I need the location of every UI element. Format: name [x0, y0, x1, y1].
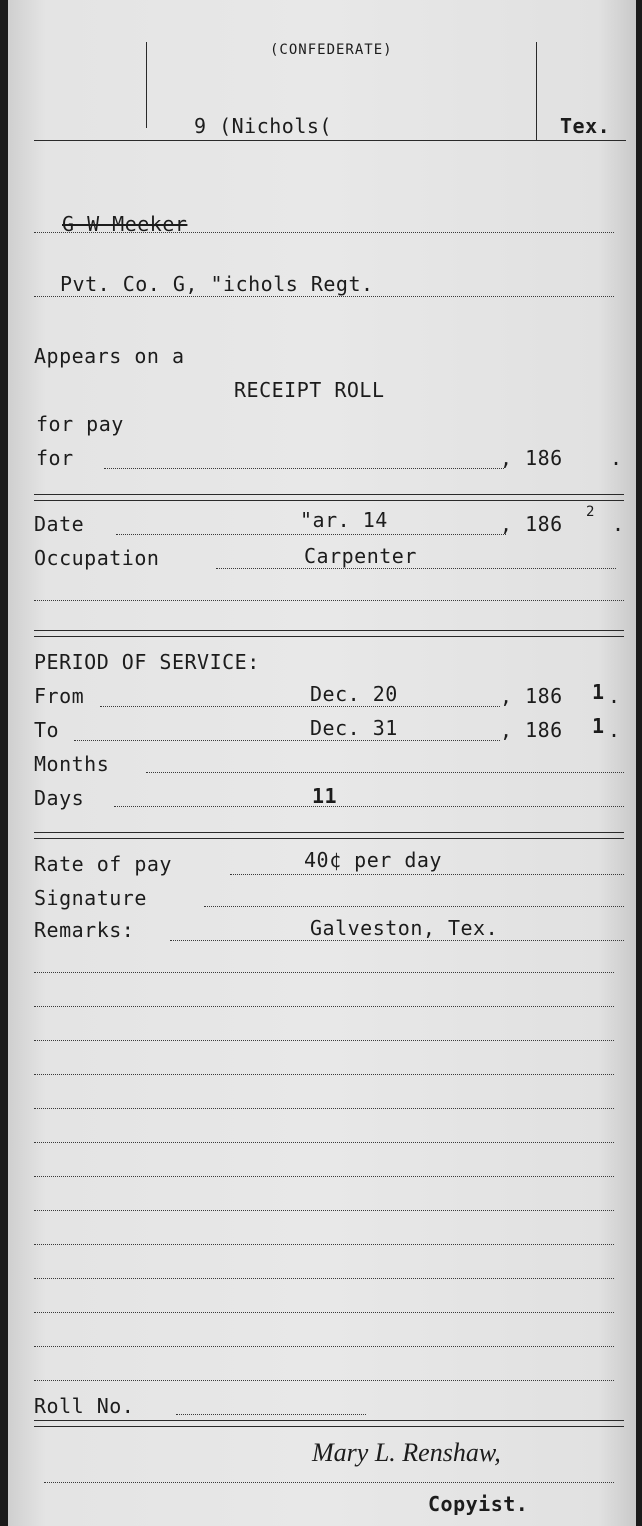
- blank-line: [34, 1278, 614, 1279]
- from-value: Dec. 20: [310, 682, 398, 706]
- roll-number-line: [176, 1414, 366, 1415]
- unit-name: 9 (Nichols(: [194, 114, 332, 138]
- soldier-name: G W Meeker: [62, 212, 188, 236]
- blank-line: [34, 1210, 614, 1211]
- days-line: [114, 806, 624, 807]
- to-label: To: [34, 718, 60, 742]
- for-year-end: .: [610, 446, 623, 470]
- rate-label: Rate of pay: [34, 852, 172, 876]
- remarks-line: [170, 940, 624, 941]
- copyist-line: [44, 1482, 614, 1483]
- appears-on-label: Appears on a: [34, 344, 185, 368]
- header-right-bar: [536, 42, 537, 140]
- service-record-card: [8, 0, 636, 1526]
- roll-type: RECEIPT ROLL: [234, 378, 385, 402]
- signature-line: [204, 906, 624, 907]
- from-year-end: .: [608, 684, 621, 708]
- header-left-bar: [146, 42, 147, 128]
- for-label: for: [36, 446, 74, 470]
- rate-value: 40¢ per day: [304, 848, 442, 872]
- remarks-value: Galveston, Tex.: [310, 916, 499, 940]
- date-year: , 186: [500, 512, 563, 536]
- remarks-label: Remarks:: [34, 918, 135, 942]
- months-line: [146, 772, 624, 773]
- header-rule: [34, 140, 626, 141]
- date-label: Date: [34, 512, 85, 536]
- divider-3: [34, 832, 624, 839]
- blank-line: [34, 1006, 614, 1007]
- rank-line: [34, 296, 614, 297]
- for-year: , 186: [500, 446, 563, 470]
- for-pay-label: for pay: [36, 412, 124, 436]
- confederate-label: (CONFEDERATE): [270, 42, 393, 58]
- name-line: [34, 232, 614, 233]
- from-label: From: [34, 684, 85, 708]
- divider-4: [34, 1420, 624, 1427]
- blank-line: [34, 1312, 614, 1313]
- blank-line: [34, 972, 614, 973]
- divider-1: [34, 494, 624, 501]
- to-year-end: .: [608, 718, 621, 742]
- from-year-digit: 1: [592, 680, 605, 704]
- days-label: Days: [34, 786, 85, 810]
- blank-line: [34, 1142, 614, 1143]
- occupation-value: Carpenter: [304, 544, 417, 568]
- divider-2: [34, 630, 624, 637]
- service-heading: PERIOD OF SERVICE:: [34, 650, 260, 674]
- to-year-digit: 1: [592, 714, 605, 738]
- occupation-label: Occupation: [34, 546, 160, 570]
- blank-line: [34, 1176, 614, 1177]
- date-year-end: .: [612, 512, 625, 536]
- date-year-digit: 2: [586, 504, 595, 520]
- blank-line: [34, 1074, 614, 1075]
- from-line: [100, 706, 500, 707]
- rate-line: [230, 874, 624, 875]
- blank-line: [34, 1040, 614, 1041]
- to-value: Dec. 31: [310, 716, 398, 740]
- blank-line: [34, 1108, 614, 1109]
- blank-line-1: [34, 600, 624, 601]
- to-line: [74, 740, 500, 741]
- blank-line: [34, 1244, 614, 1245]
- roll-number-label: Roll No.: [34, 1394, 135, 1418]
- signature-label: Signature: [34, 886, 147, 910]
- occupation-line: [216, 568, 616, 569]
- copyist-name: Mary L. Renshaw,: [312, 1438, 501, 1467]
- rank-company: Pvt. Co. G, "ichols Regt.: [60, 272, 374, 296]
- months-label: Months: [34, 752, 110, 776]
- days-value: 11: [312, 784, 338, 808]
- copyist-title: Copyist.: [428, 1492, 529, 1516]
- state-label: Tex.: [560, 114, 611, 138]
- from-year: , 186: [500, 684, 563, 708]
- for-line: [104, 468, 504, 469]
- date-line: [116, 534, 506, 535]
- blank-line: [34, 1380, 614, 1381]
- to-year: , 186: [500, 718, 563, 742]
- date-value: "ar. 14: [300, 508, 388, 532]
- blank-line: [34, 1346, 614, 1347]
